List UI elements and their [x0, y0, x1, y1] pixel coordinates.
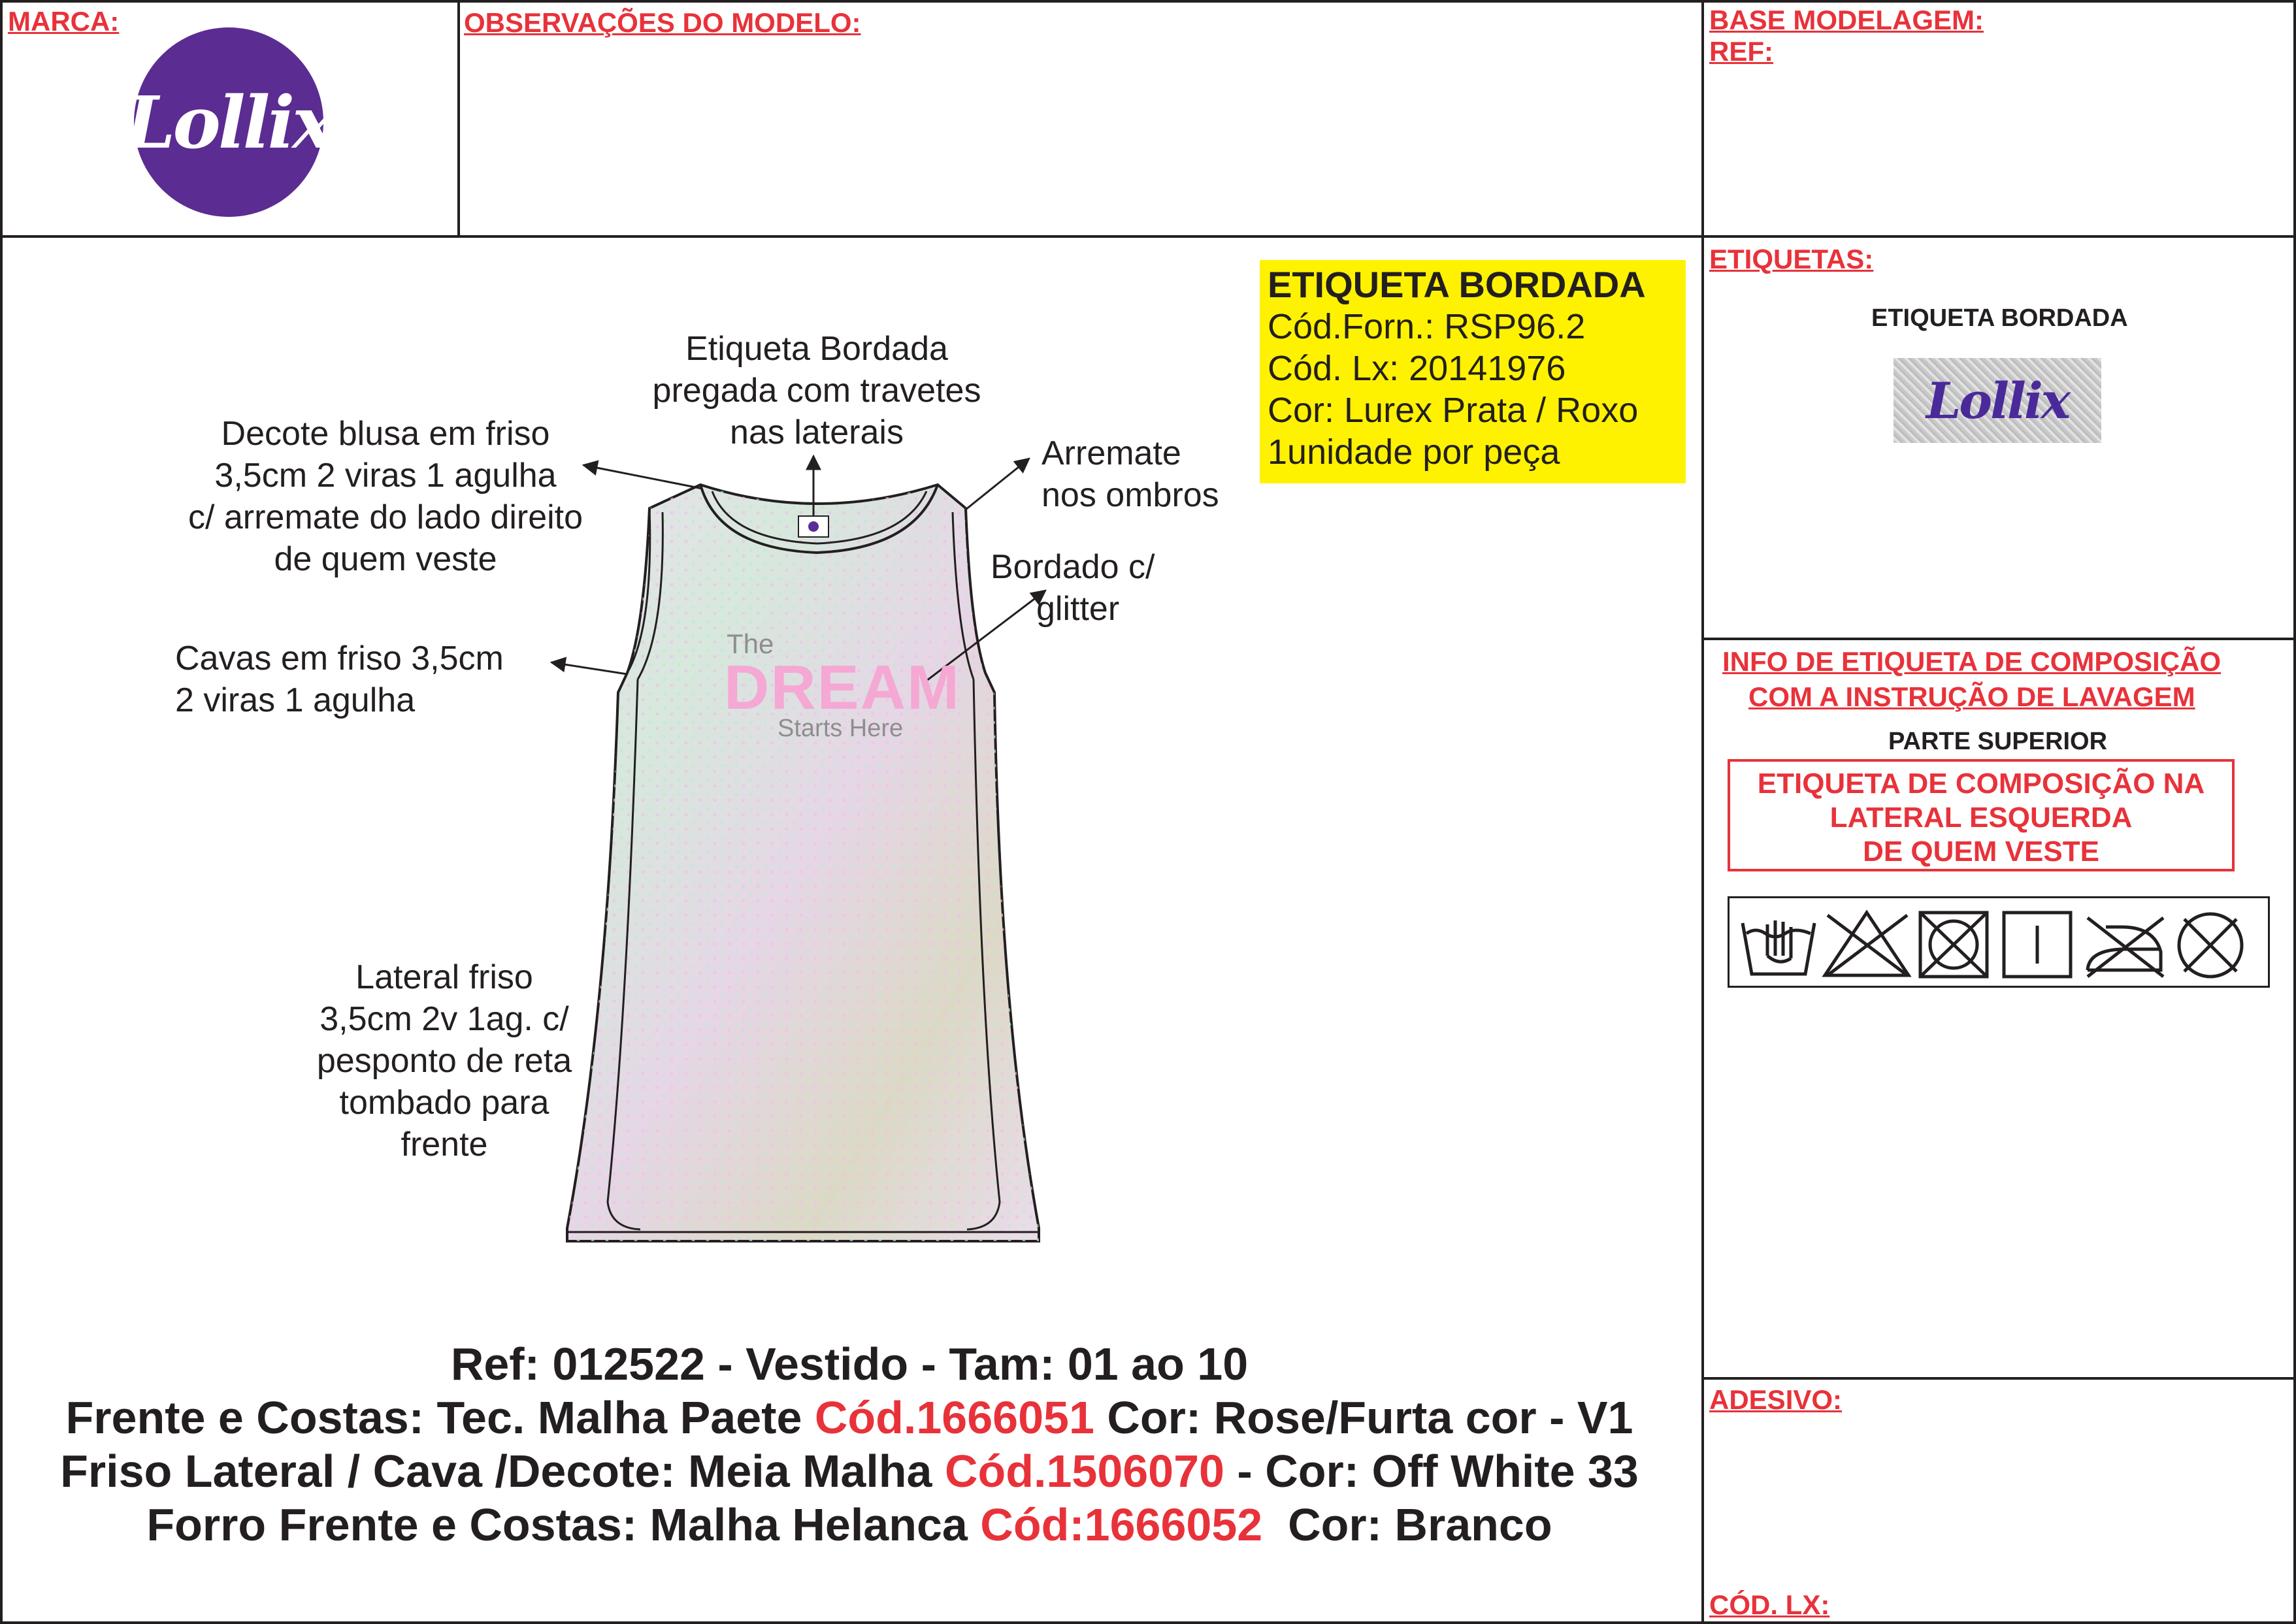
care-symbols-box [1728, 896, 2270, 988]
no-tumble-dry-icon [1920, 913, 1987, 977]
etiqueta-spec-line: Cor: Lurex Prata / Roxo [1268, 391, 1639, 430]
print-dream: DREAM [724, 653, 960, 723]
annotation-lateral: Lateral friso 3,5cm 2v 1ag. c/ pesponto de reta tombado para frente [316, 958, 572, 1163]
adesivo-divider [1701, 1377, 2296, 1380]
spec-friso-line: Friso Lateral / Cava /Decote: Meia Malha Cód.1506070 - Cor: Off White 33 [60, 1446, 1639, 1497]
ref-label: REF: [1709, 36, 1773, 67]
etiquetas-label: ETIQUETAS: [1709, 244, 1874, 274]
annotation-bordado: Bordado c/ glitter [991, 548, 1155, 628]
hand-wash-icon [1743, 920, 1814, 974]
print-the: The [727, 628, 774, 659]
etiqueta-spec-line: Cód. Lx: 20141976 [1268, 349, 1566, 388]
annotation-cavas: Cavas em friso 3,5cm 2 viras 1 agulha [175, 640, 504, 719]
cod-lx-label: CÓD. LX: [1709, 1589, 1830, 1620]
no-bleach-icon [1825, 913, 1909, 975]
print-starts-here: Starts Here [778, 715, 904, 742]
etiquetas-divider [1701, 638, 2296, 640]
no-iron-icon [2088, 918, 2163, 977]
brand-logo-text: Lollix [125, 80, 333, 165]
line-dry-icon [2004, 913, 2071, 977]
base-modelagem-label: BASE MODELAGEM: [1709, 5, 1984, 35]
composicao-title-2: COM A INSTRUÇÃO DE LAVAGEM [1748, 681, 2195, 712]
parte-superior: PARTE SUPERIOR [1888, 728, 2108, 755]
spec-forro-line: Forro Frente e Costas: Malha Helanca Cód:1666052 Cor: Branco [146, 1499, 1552, 1550]
observacoes-label: OBSERVAÇÕES DO MODELO: [464, 7, 861, 38]
etiqueta-spec-line: Cód.Forn.: RSP96.2 [1268, 307, 1586, 346]
spec-frente-costas-line: Frente e Costas: Tec. Malha Paete Cód.1666051 Cor: Rose/Furta cor - V1 [65, 1392, 1633, 1443]
annotation-decote: Decote blusa em friso 3,5cm 2 viras 1 agulha c/ arremate do lado direito de quem veste [188, 415, 583, 578]
composicao-title-1: INFO DE ETIQUETA DE COMPOSIÇÃO [1722, 646, 2222, 677]
annotation-arremate: Arremate nos ombros [1041, 434, 1219, 514]
etiqueta-spec-title: ETIQUETA BORDADA [1268, 264, 1646, 305]
etiqueta-spec-box [1260, 260, 1686, 483]
annotation-etiqueta-bordada: Etiqueta Bordada pregada com travetes nas laterais [652, 330, 981, 451]
marca-label: MARCA: [8, 6, 120, 37]
etiquetas-sublabel: ETIQUETA BORDADA [1871, 304, 2128, 332]
embroidered-label-sample [1894, 358, 2101, 443]
etiqueta-spec-line: 1unidade por peça [1268, 432, 1560, 472]
spec-ref-line: Ref: 012522 - Vestido - Tam: 01 ao 10 [450, 1339, 1249, 1389]
embroidered-label-logo: Lollix [1926, 371, 2069, 430]
composicao-box: ETIQUETA DE COMPOSIÇÃO NA LATERAL ESQUERDA DE QUEM VESTE [1728, 759, 2235, 871]
adesivo-label: ADESIVO: [1709, 1384, 1843, 1415]
right-column-divider [1701, 0, 1704, 1624]
no-dry-clean-icon [2179, 914, 2242, 977]
